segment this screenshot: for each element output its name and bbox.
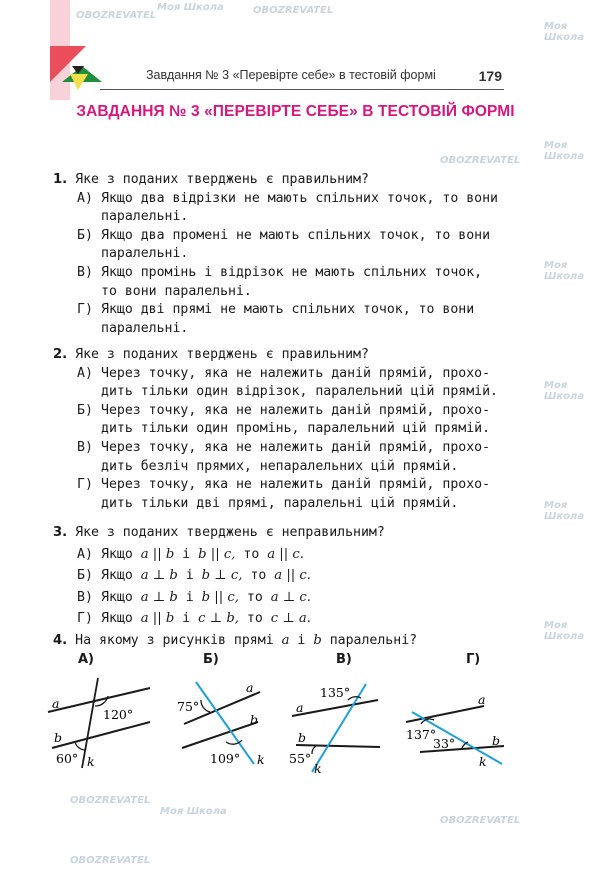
figure-label: А): [78, 652, 95, 667]
page-number: 179: [478, 68, 502, 84]
option-condition: a ⊥ b: [140, 589, 178, 605]
label-k: k: [87, 754, 95, 769]
question-text: Яке з поданих тверджень є правильним?: [75, 347, 369, 362]
figure-a: [48, 678, 150, 769]
angle-label: 109°: [210, 751, 241, 766]
option-line: Через точку, яка не належить даній прямій, прохо-: [101, 439, 491, 455]
line-a: [406, 706, 484, 722]
label-b: b: [298, 730, 307, 745]
watermark: OBOZREVATEL: [253, 5, 334, 16]
option-letter: Б): [77, 568, 93, 583]
option-conclusion: a ⊥ c.: [270, 589, 311, 605]
option-condition: c ⊥ b,: [198, 611, 239, 626]
question-1: [53, 171, 505, 338]
option-line: Через точку, яка не належить даній прямій, прохо-: [101, 402, 491, 418]
option-condition: b ⊥ c,: [201, 568, 243, 583]
angle-label: 75°: [177, 699, 200, 714]
question-text: Яке з поданих тверджень є неправильним?: [75, 525, 385, 540]
watermark: Моя Школа: [544, 380, 585, 402]
option-letter: В): [77, 264, 93, 280]
line-b-name: b: [313, 633, 322, 648]
option-line: Якщо два відрізки не мають спільних точок, то вони: [101, 190, 498, 206]
line-a: [292, 700, 378, 716]
option-line: Через точку, яка не належить даній прямій, прохо-: [101, 365, 491, 381]
option-b: [53, 565, 505, 587]
watermark: Моя Школа: [544, 500, 585, 522]
figure-label: В): [336, 652, 352, 667]
option-condition: b || c,: [201, 589, 239, 605]
line-a: [48, 688, 150, 712]
question-number: 2.: [53, 347, 68, 362]
figure-label: Б): [203, 652, 219, 667]
label-a: a: [296, 700, 304, 715]
option-a: [53, 544, 505, 566]
option-word: і: [185, 589, 194, 605]
option-line: дить тільки один відрізок, паралельний цій прямій.: [101, 384, 498, 400]
option-condition: b || c,: [198, 546, 236, 562]
watermark: Моя Школа: [544, 140, 585, 162]
figures: [0, 660, 591, 780]
figure-c: [289, 684, 380, 776]
angle-label: 120°: [103, 707, 134, 722]
option-word: і: [182, 611, 191, 626]
option-condition: a || b: [140, 546, 175, 562]
question-4: [53, 632, 505, 651]
question-number: 3.: [53, 525, 68, 540]
option-word: Якщо: [101, 568, 133, 583]
option-line: Якщо два промені не мають спільних точок, то вони: [101, 227, 491, 243]
option-line: паралельні.: [101, 246, 189, 262]
angle-arc: [75, 742, 85, 750]
option-line: Якщо дві прямі не мають спільних точок, то вони: [101, 302, 475, 318]
option-b: [53, 402, 505, 439]
figure-label: Г): [466, 652, 481, 667]
question-text: паралельні?: [329, 633, 418, 648]
option-word: Якщо: [101, 546, 133, 562]
line-b: [52, 722, 150, 748]
option-letter: А): [77, 190, 93, 206]
question-2: [53, 346, 505, 513]
option-letter: А): [77, 365, 93, 381]
label-k: k: [314, 761, 322, 776]
option-letter: Б): [77, 402, 93, 418]
option-line: дить тільки дві прямі, паралельні цій прямій.: [101, 495, 459, 511]
watermark: OBOZREVATEL: [440, 815, 521, 826]
question-number: 4.: [53, 633, 68, 648]
option-line: дить тільки один промінь, паралельний цій прямій.: [101, 421, 491, 437]
option-word: то: [243, 546, 260, 562]
label-b: b: [54, 730, 63, 745]
question-3: [53, 522, 505, 630]
option-line: паралельні.: [101, 320, 189, 336]
label-k: k: [257, 752, 265, 767]
running-title: Завдання № 3 «Перевірте себе» в тестовій формі: [146, 68, 436, 82]
option-line: паралельні.: [101, 209, 189, 225]
label-b: b: [492, 733, 501, 748]
question-text: На якому з рисунків прямі: [75, 633, 274, 648]
watermark: Моя Школа: [544, 21, 585, 43]
question-text: і: [297, 633, 306, 648]
option-line: то вони паралельні.: [101, 283, 252, 299]
question-number: 1.: [53, 172, 68, 187]
option-word: Якщо: [101, 589, 133, 605]
option-condition: a || b: [140, 611, 175, 626]
option-condition: a ⊥ b: [140, 568, 178, 583]
option-c: [53, 439, 505, 476]
watermark: Моя Школа: [544, 620, 585, 642]
label-k: k: [479, 754, 487, 769]
option-b: [53, 227, 505, 264]
watermark: Моя Школа: [157, 2, 224, 13]
label-a: a: [478, 692, 486, 707]
angle-label: 33°: [433, 736, 456, 751]
page-title: ЗАВДАННЯ № 3 «ПЕРЕВІРТЕ СЕБЕ» В ТЕСТОВІЙ ФОРМІ: [76, 103, 515, 120]
figure-d: [406, 692, 504, 769]
label-a: a: [246, 680, 254, 695]
watermark: OBOZREVATEL: [76, 10, 157, 21]
label-a: a: [52, 696, 60, 711]
watermark: OBOZREVATEL: [70, 855, 151, 866]
option-letter: Г): [77, 611, 93, 626]
option-line: Через точку, яка не належить даній прямій, прохо-: [101, 477, 491, 493]
figure-b: [177, 680, 265, 767]
option-d: [53, 476, 505, 513]
label-b: b: [250, 712, 259, 727]
angle-arc: [201, 700, 210, 712]
option-word: Якщо: [101, 611, 133, 626]
line-a-name: a: [281, 633, 290, 648]
option-c: [53, 264, 505, 301]
option-letter: Б): [77, 227, 93, 243]
option-d: [53, 608, 505, 630]
option-d: [53, 301, 505, 338]
option-word: то: [246, 611, 263, 626]
angle-label: 55°: [289, 751, 312, 766]
option-conclusion: a || c.: [267, 546, 304, 562]
line-b: [182, 722, 258, 748]
option-word: і: [185, 568, 194, 583]
option-word: то: [250, 568, 267, 583]
watermark: OBOZREVATEL: [440, 155, 521, 166]
question-text: Яке з поданих тверджень є правильним?: [75, 172, 369, 187]
option-letter: В): [77, 439, 93, 455]
option-letter: Г): [77, 477, 93, 493]
option-letter: В): [77, 589, 93, 605]
option-word: то: [246, 589, 263, 605]
angle-label: 137°: [406, 727, 437, 742]
option-letter: А): [77, 546, 93, 562]
angle-label: 60°: [56, 751, 79, 766]
option-word: і: [182, 546, 191, 562]
watermark: Моя Школа: [160, 806, 227, 817]
option-conclusion: a || c.: [274, 568, 311, 583]
option-conclusion: c ⊥ a.: [270, 611, 311, 626]
option-line: Якщо промінь і відрізок не мають спільних точок,: [101, 264, 483, 280]
watermark: Моя Школа: [544, 260, 585, 282]
option-a: [53, 365, 505, 402]
watermark: OBOZREVATEL: [70, 795, 151, 806]
option-letter: Г): [77, 302, 93, 318]
option-a: [53, 190, 505, 227]
option-line: дить безліч прямих, непаралельних цій прямій.: [101, 458, 459, 474]
line-b: [296, 745, 380, 747]
angle-arc: [312, 746, 316, 754]
angle-label: 135°: [320, 685, 351, 700]
running-header: [146, 68, 502, 82]
header-rule: [100, 89, 504, 90]
option-c: [53, 587, 505, 609]
